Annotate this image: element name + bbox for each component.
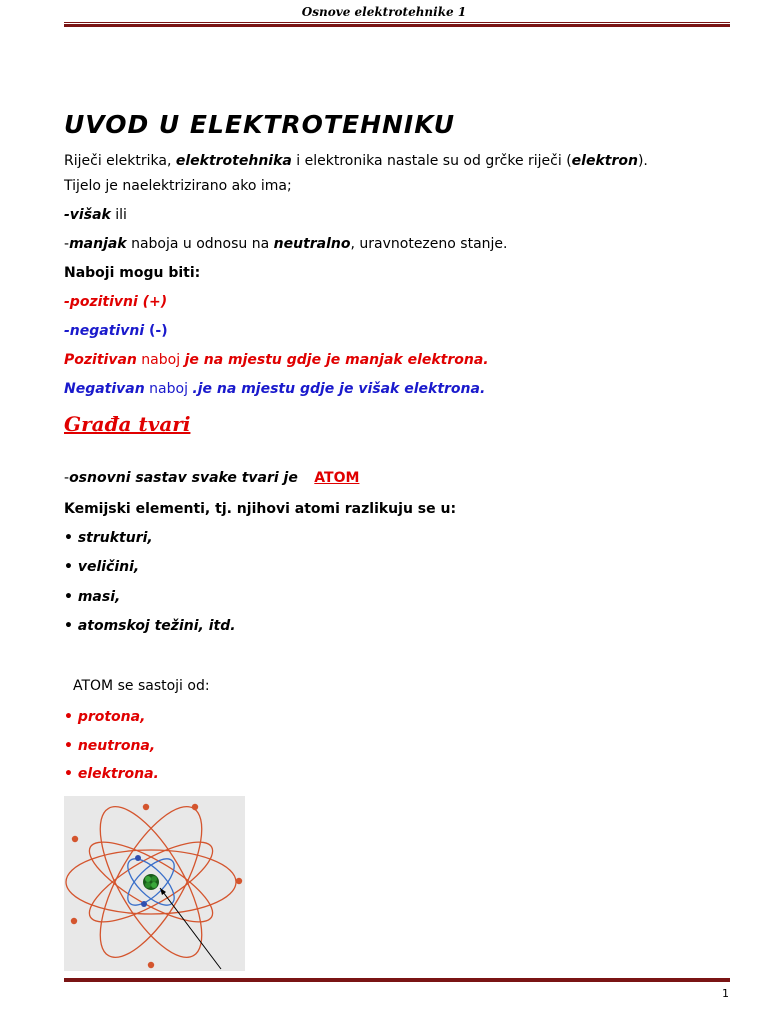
pozitivan-term: Pozitivan [64, 352, 137, 368]
intro-paragraph [64, 153, 648, 169]
bullet-size: • veličini, [64, 559, 140, 575]
term-neutralno: neutralno [273, 236, 351, 252]
negative-sign: (-) [144, 323, 168, 339]
particle-electron: • elektrona. [64, 766, 159, 782]
elements-heading: Kemijski elementi, tj. njihovi atomi razlikuju se u: [64, 501, 457, 517]
atom-basic-line [64, 470, 359, 486]
charged-body-line: Tijelo je naelektrizirano ako ima; [64, 178, 292, 194]
particle-neutron: • neutrona, [64, 738, 156, 754]
atom-basic-text: osnovni sastav svake tvari je [69, 470, 298, 486]
bullet-atomic-weight: • atomskoj težini, itd. [64, 618, 236, 634]
negativan-desc: .je na mjestu gdje je višak elektrona. [192, 381, 486, 397]
negative-charge [64, 323, 168, 339]
deficit-text: naboja u odnosu na [126, 236, 274, 252]
deficit-line [64, 236, 507, 252]
nucleus [143, 874, 159, 890]
atom-dash: - [64, 470, 70, 486]
negativan-term: Negativan [64, 381, 145, 397]
intro-text-3: ). [637, 153, 648, 169]
negative-definition [64, 381, 485, 397]
header-title: Osnove elektrotehnike 1 [301, 5, 467, 19]
page-title: UVOD U ELEKTROTEHNIKU [64, 110, 455, 139]
intro-text: Riječi elektrika, [64, 153, 176, 169]
particle-proton: • protona, [64, 709, 146, 725]
pozitivan-desc: je na mjestu gdje je manjak elektrona. [184, 352, 489, 368]
positive-charge: -pozitivni (+) [64, 294, 168, 310]
excess-line [64, 207, 127, 223]
negativan-naboj: naboj [144, 381, 193, 397]
pozitivan-naboj: naboj [136, 352, 185, 368]
intro-text-2: i elektronika nastale su od grčke riječi ( [291, 153, 572, 169]
negative-label: -negativni [64, 323, 145, 339]
bullet-structure: • strukturi, [64, 530, 153, 546]
section-title: Građa tvari [64, 412, 191, 436]
atom-link[interactable]: ATOM [314, 470, 360, 486]
header-rule [64, 22, 730, 27]
bullet-mass: • masi, [64, 589, 121, 605]
charges-heading: Naboji mogu biti: [64, 265, 201, 281]
deficit-text-end: , uravnotezeno stanje. [350, 236, 508, 252]
atom-diagram [64, 796, 245, 971]
term-visak: -višak [64, 207, 111, 223]
atom-consists-line: ATOM se sastoji od: [73, 678, 210, 694]
term-elektron: elektron [571, 153, 638, 169]
excess-or: ili [110, 207, 127, 223]
footer-rule [64, 977, 730, 982]
term-elektrotehnika: elektrotehnika [175, 153, 292, 169]
positive-definition [64, 352, 489, 368]
term-manjak: manjak [69, 236, 127, 252]
page-number: 1 [722, 987, 729, 1000]
deficit-dash: - [64, 236, 70, 252]
